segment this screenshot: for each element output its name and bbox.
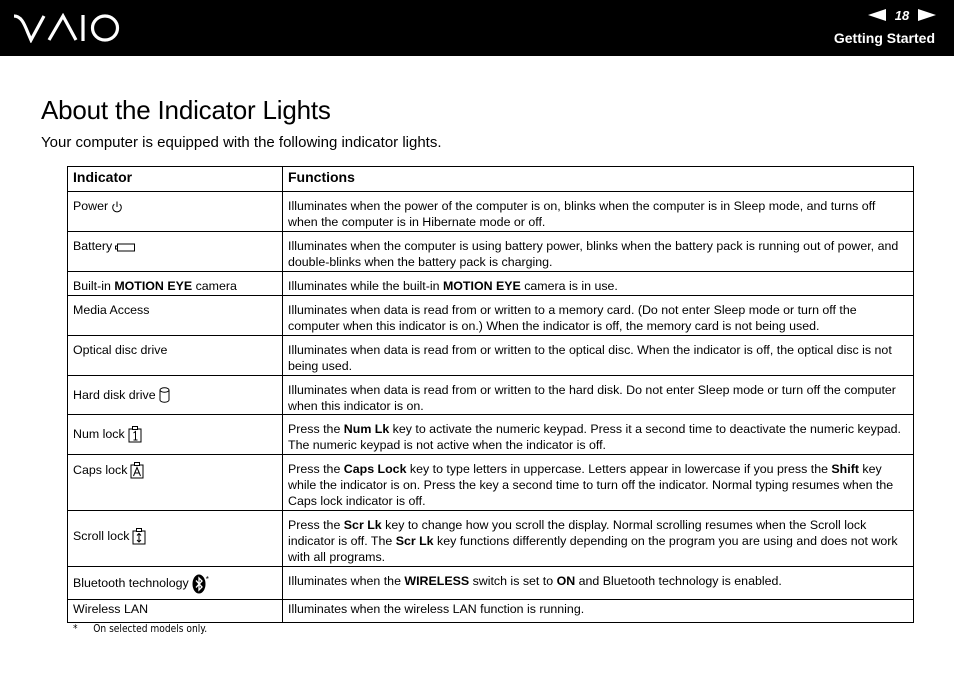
table-row: [68, 272, 914, 296]
key-name: Scr Lk: [395, 534, 434, 548]
vaio-logo: [13, 13, 121, 43]
function-text: Illuminates when the: [288, 574, 405, 588]
function-cell: [283, 511, 914, 567]
num-lock-icon: [128, 426, 142, 443]
function-text: key to change how you scroll the display. Normal scrolling resumes when the Scroll lock indicator is off. The: [288, 518, 867, 548]
page-title: About the Indicator Lights: [41, 95, 331, 125]
indicator-label: Caps lock: [73, 463, 128, 477]
power-icon: [111, 201, 123, 213]
function-cell: Illuminates when data is read from or written to the optical disc. When the indicator is off, the optical disc is not being used.: [283, 336, 914, 376]
indicator-label: Scroll lock: [73, 528, 130, 543]
function-cell: [283, 567, 914, 600]
table-row: [68, 511, 914, 567]
switch-name: WIRELESS: [404, 574, 470, 588]
next-page-arrow-icon[interactable]: [918, 9, 936, 21]
column-header-indicator: Indicator: [68, 167, 283, 192]
function-cell: [283, 272, 914, 296]
function-cell: Illuminates when the power of the computer is on, blinks when the computer is in Sleep mode, and turns off when the computer is in Hibernate mode or off.: [283, 192, 914, 232]
indicator-label: Bluetooth technology: [73, 576, 189, 591]
indicator-cell: [68, 376, 283, 415]
indicator-cell: [68, 455, 283, 511]
key-name: Caps Lock: [343, 462, 407, 476]
hard-disk-icon: [159, 387, 170, 403]
indicator-cell: Wireless LAN: [68, 600, 283, 623]
footnote-marker: *: [205, 575, 209, 584]
indicator-cell: [68, 272, 283, 296]
battery-icon: [115, 242, 135, 252]
indicator-label-suffix: camera: [192, 279, 237, 293]
function-cell: Illuminates when data is read from or written to a memory card. (Do not enter Sleep mode or turn off the computer when this indicator is on.) When the indicator is off, the memory card is not being used.: [283, 296, 914, 336]
indicator-label: Num lock: [73, 426, 125, 441]
indicator-cell: [68, 415, 283, 455]
indicator-label: Hard disk drive: [73, 387, 156, 402]
switch-state: ON: [556, 574, 576, 588]
table-header-row: [68, 167, 914, 192]
function-text: Press the: [288, 518, 344, 532]
function-text: key functions differently depending on the program you are using and does not work with all programs.: [288, 534, 898, 564]
table-row: [68, 296, 914, 336]
table-row: [68, 567, 914, 600]
indicator-cell: Media Access: [68, 296, 283, 336]
caps-lock-icon: [130, 462, 144, 479]
function-text: Press the: [288, 462, 344, 476]
indicator-label: Power: [73, 199, 109, 213]
function-cell: Illuminates when the wireless LAN function is running.: [283, 600, 914, 623]
function-text: Illuminates while the built-in: [288, 279, 443, 293]
indicator-label: Built-in: [73, 279, 115, 293]
table-row: [68, 415, 914, 455]
function-cell: [283, 415, 914, 455]
page-navigation: [868, 6, 936, 24]
page-header: [0, 0, 954, 56]
previous-page-arrow-icon[interactable]: [868, 9, 886, 21]
key-name: Num Lk: [343, 422, 390, 436]
indicator-label-bold: MOTION EYE: [114, 279, 193, 293]
indicator-cell: [68, 511, 283, 567]
function-text: and Bluetooth technology is enabled.: [575, 574, 782, 588]
indicator-cell: Optical disc drive: [68, 336, 283, 376]
indicator-cell: [68, 192, 283, 232]
function-text-suffix: camera is in use.: [520, 279, 618, 293]
function-text: switch is set to: [469, 574, 557, 588]
footnote-marker: *: [73, 622, 78, 635]
function-text: key while the indicator is on. Press the key a second time to turn off the indicator. Normal typing resumes when the Caps lock indicator is off.: [288, 462, 894, 508]
column-header-functions: Functions: [283, 167, 914, 192]
indicator-table: [67, 166, 914, 623]
function-cell: [283, 455, 914, 511]
footnote: [73, 622, 207, 635]
table-row: [68, 376, 914, 415]
bluetooth-icon: [192, 574, 206, 594]
table-row: [68, 600, 914, 623]
table-row: [68, 336, 914, 376]
function-text: key to activate the numeric keypad. Press it a second time to deactivate the numeric keypad. The numeric keypad is not active when the indicator is off.: [288, 422, 901, 452]
footnote-text: On selected models only.: [93, 622, 208, 635]
table-row: [68, 455, 914, 511]
function-cell: Illuminates when data is read from or written to the hard disk. Do not enter Sleep mode or turn off the computer when this indicator is on.: [283, 376, 914, 415]
function-text-bold: MOTION EYE: [442, 279, 521, 293]
indicator-cell: [68, 232, 283, 272]
table-row: [68, 232, 914, 272]
key-name: Shift: [831, 462, 859, 476]
function-text: key to type letters in uppercase. Letters appear in lowercase if you press the: [406, 462, 832, 476]
page-number: 18: [894, 7, 910, 23]
table-row: [68, 192, 914, 232]
indicator-cell: [68, 567, 283, 600]
key-name: Scr Lk: [343, 518, 382, 532]
indicator-label: Battery: [73, 239, 113, 253]
scroll-lock-icon: [132, 528, 146, 545]
function-text: Press the: [288, 422, 344, 436]
function-cell: Illuminates when the computer is using battery power, blinks when the battery pack is running out of power, and double-blinks when the battery pack is charging.: [283, 232, 914, 272]
intro-text: Your computer is equipped with the following indicator lights.: [41, 134, 442, 151]
section-title: Getting Started: [833, 30, 935, 46]
